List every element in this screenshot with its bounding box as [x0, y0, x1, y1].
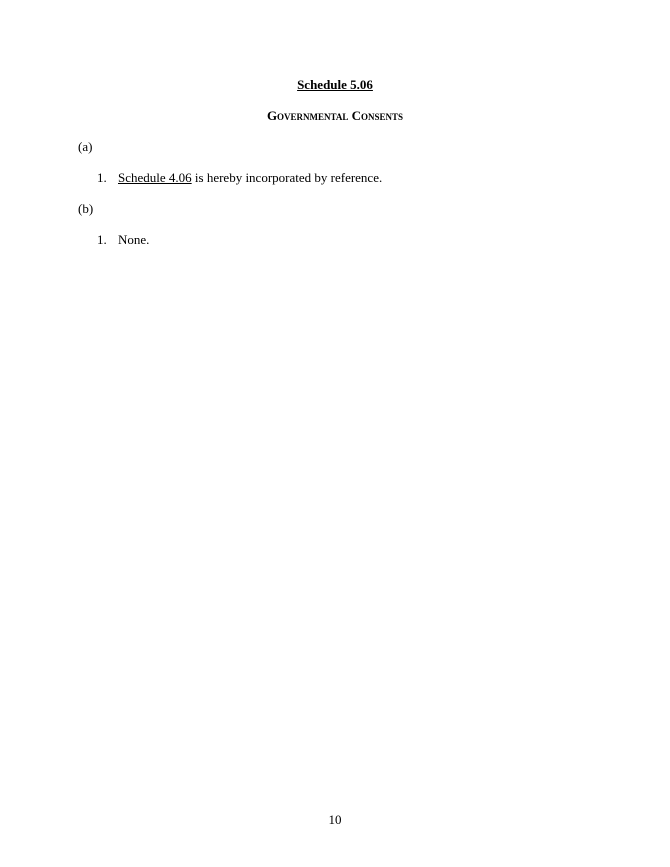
document-subtitle: Governmental Consents: [266, 107, 404, 123]
list-item-number: 1.: [97, 231, 107, 247]
section-label-b: (b): [78, 200, 94, 216]
page-footer: [0, 813, 670, 828]
list-item-number: 1.: [97, 169, 107, 185]
list-item-text: None.: [118, 231, 150, 247]
list-item: [97, 233, 592, 248]
list-item-text: is hereby incorporated by reference.: [191, 169, 383, 185]
list-item: [97, 171, 592, 186]
document-content: [0, 0, 670, 264]
document-title: Schedule 5.06: [297, 77, 373, 92]
page-number: 10: [328, 812, 342, 828]
schedule-reference: Schedule 4.06: [118, 169, 192, 185]
section-label-a: (a): [78, 138, 93, 154]
